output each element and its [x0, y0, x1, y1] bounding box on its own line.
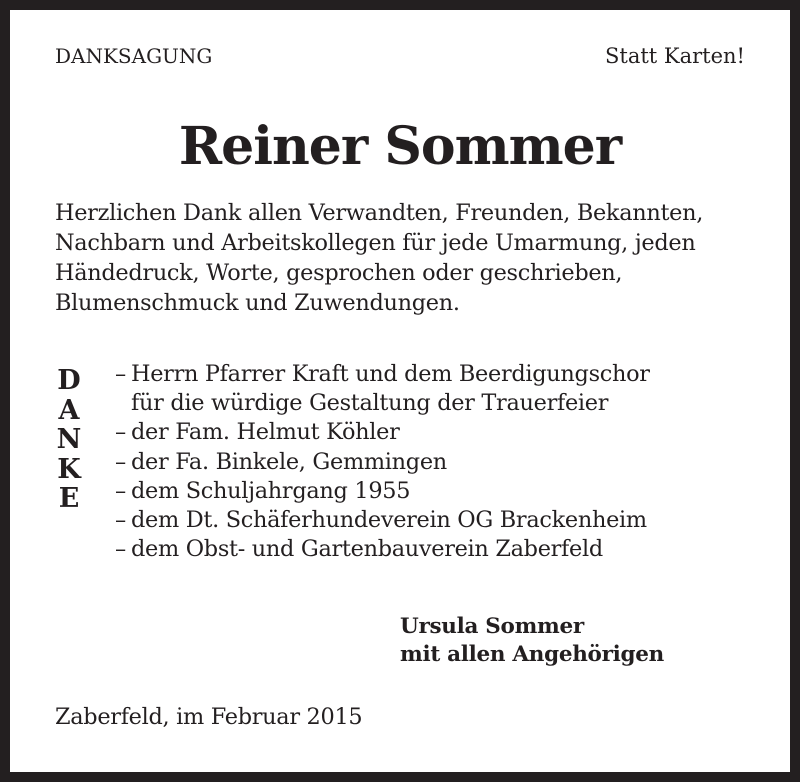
signature-relatives: mit allen Angehörigen [400, 642, 664, 667]
obituary-notice [10, 10, 790, 772]
thanks-item-text: der Fam. Helmut Köhler [131, 419, 400, 446]
thanks-list [115, 360, 650, 564]
intro-paragraph [55, 198, 703, 318]
thanks-list-item [115, 360, 650, 389]
danke-letter: N [56, 424, 82, 455]
dash-marker: – [115, 448, 126, 475]
danke-vertical-word [54, 366, 84, 514]
danke-letter: K [57, 453, 81, 485]
thanks-list-item [115, 418, 650, 447]
intro-line: Blumenschmuck und Zuwendungen. [55, 290, 460, 316]
thanks-list-item [115, 506, 650, 535]
thanks-list-item [115, 535, 650, 564]
intro-line: Herzlichen Dank allen Verwandten, Freunden, Bekannten, [55, 200, 704, 226]
thanks-list-item [115, 477, 650, 506]
danke-letter: D [57, 365, 81, 396]
thanks-item-text: der Fa. Binkele, Gemmingen [131, 448, 447, 475]
signature-name: Ursula Sommer [400, 614, 584, 639]
place-and-date: Zaberfeld, im Februar 2015 [55, 704, 363, 730]
dash-marker: – [115, 419, 126, 446]
thanks-item-text: dem Dt. Schäferhundeverein OG Brackenheim [131, 507, 647, 534]
intro-line: Nachbarn und Arbeitskollegen für jede Umarmung, jeden [55, 230, 696, 256]
dash-marker: – [115, 477, 126, 504]
thanks-item-text: dem Obst- und Gartenbauverein Zaberfeld [131, 536, 603, 563]
danke-letter: E [58, 483, 80, 514]
dash-marker: – [115, 361, 126, 387]
notice-type-label: DANKSAGUNG [55, 44, 213, 68]
thanks-list-item [115, 448, 650, 477]
deceased-name-title: Reiner Sommer [178, 116, 622, 177]
statt-karten-label: Statt Karten! [605, 44, 745, 68]
thanks-list-item-continuation [115, 389, 650, 418]
intro-line: Händedruck, Worte, gesprochen oder geschrieben, [55, 260, 623, 286]
thanks-item-text: Herrn Pfarrer Kraft und dem Beerdigungschor [131, 361, 650, 387]
dash-marker: – [115, 507, 126, 534]
thanks-item-text: dem Schuljahrgang 1955 [131, 477, 411, 504]
danke-letter: A [58, 394, 80, 426]
dash-marker: – [115, 536, 126, 563]
signature-block [400, 613, 664, 669]
thanks-item-text: für die würdige Gestaltung der Trauerfeier [131, 390, 609, 417]
